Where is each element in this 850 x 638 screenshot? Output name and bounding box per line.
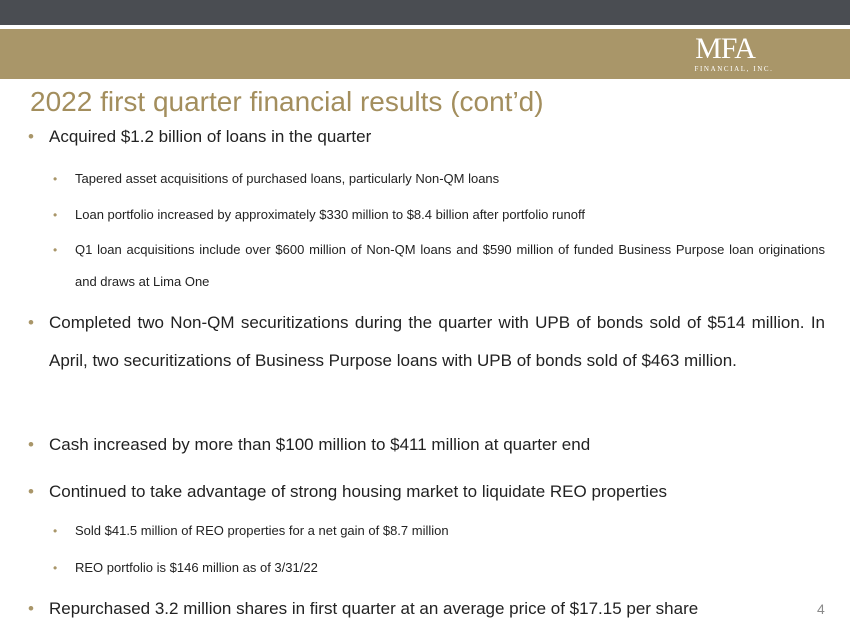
bullet-icon: • xyxy=(53,172,58,186)
sub-bullet-item xyxy=(53,513,449,549)
sub-bullet-item xyxy=(53,550,318,586)
bullet-icon: • xyxy=(53,208,58,222)
bullet-item-cash xyxy=(28,426,591,464)
bullet-icon: • xyxy=(53,524,58,538)
logo-subtitle: FINANCIAL, INC. xyxy=(694,65,774,73)
slide-title: 2022 first quarter financial results (cont’d) xyxy=(30,86,544,117)
bullet-icon: • xyxy=(53,243,58,257)
bullet-text: Completed two Non-QM securitizations during the quarter with UPB of bonds sold of $514 million. In April, two securitizations of Business Purpose loans with UPB of bonds sold of $463 million. xyxy=(49,313,825,370)
sub-bullet-item xyxy=(53,161,500,197)
logo-wordmark: MFA xyxy=(695,32,755,65)
sub-bullet-item xyxy=(53,197,585,233)
sub-bullet-text: Q1 loan acquisitions include over $600 million of Non-QM loans and $590 million of funded Business Purpose loan originations and draws at Lima One xyxy=(75,242,825,289)
sub-bullet-text: REO portfolio is $146 million as of 3/31/22 xyxy=(75,560,318,575)
bullet-icon: • xyxy=(28,313,34,332)
bullet-text: Continued to take advantage of strong housing market to liquidate REO properties xyxy=(49,482,668,501)
bullet-icon: • xyxy=(28,599,34,618)
sub-bullet-text: Loan portfolio increased by approximately $330 million to $8.4 billion after portfolio runoff xyxy=(75,207,585,222)
sub-bullet-text: Tapered asset acquisitions of purchased loans, particularly Non-QM loans xyxy=(75,171,500,186)
bullet-item-securitizations xyxy=(28,304,825,380)
bullet-text: Acquired $1.2 billion of loans in the quarter xyxy=(49,127,372,146)
sub-bullet-text: Sold $41.5 million of REO properties for a net gain of $8.7 million xyxy=(75,523,449,538)
bullet-text: Repurchased 3.2 million shares in first quarter at an average price of $17.15 per share xyxy=(49,599,699,618)
sub-bullet-item xyxy=(53,234,825,298)
page-number: 4 xyxy=(817,601,825,617)
bullet-item-acquired-loans xyxy=(28,118,372,156)
bullet-item-repurchased xyxy=(28,590,699,628)
bullet-item-reo xyxy=(28,473,668,511)
bullet-text: Cash increased by more than $100 million to $411 million at quarter end xyxy=(49,435,591,454)
bullet-icon: • xyxy=(28,435,34,454)
bullet-icon: • xyxy=(53,561,58,575)
bullet-icon: • xyxy=(28,482,34,501)
bullet-icon: • xyxy=(28,127,34,146)
